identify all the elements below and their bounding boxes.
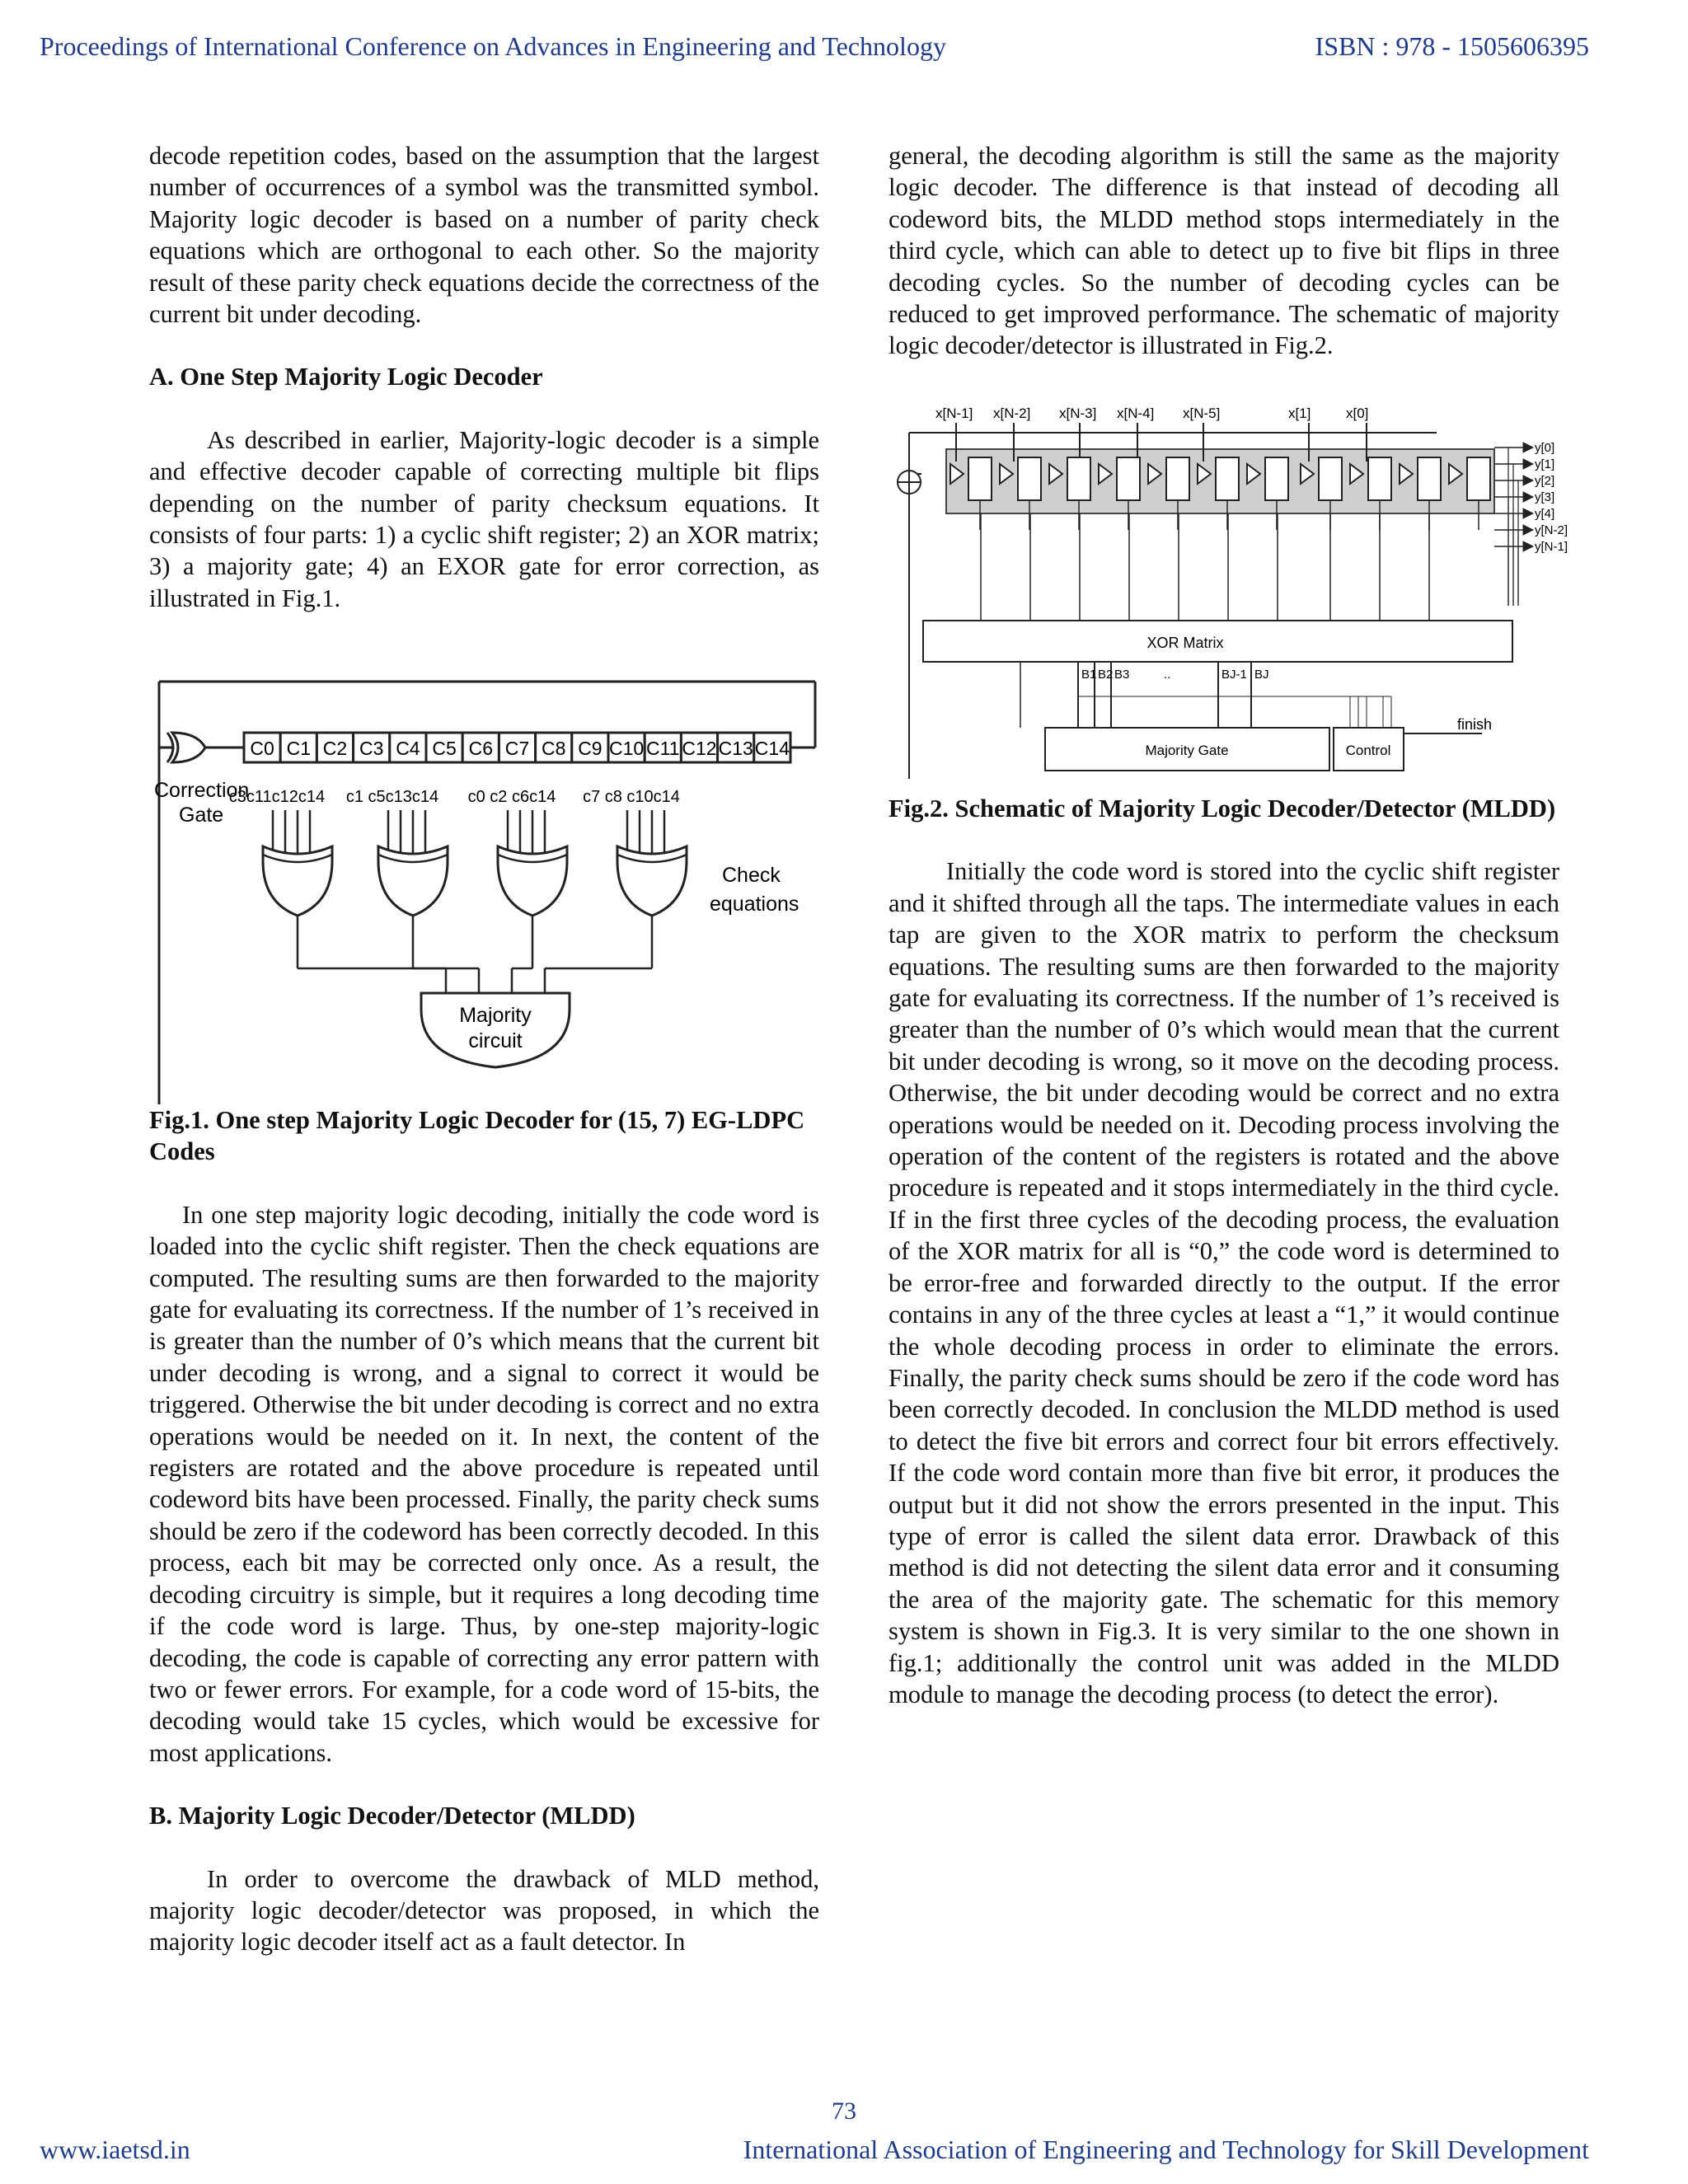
output-buffer-icon bbox=[1523, 443, 1533, 452]
xor-input-label: c0 c2 c6c14 bbox=[467, 788, 556, 806]
check-xor-gate-icon bbox=[263, 846, 332, 916]
register-cell-label: C1 bbox=[286, 738, 312, 759]
output-buffer-icon bbox=[1523, 476, 1533, 485]
register-cell-label: C5 bbox=[432, 738, 457, 759]
page-number: 73 bbox=[832, 2097, 856, 2125]
b-output-label: B2 bbox=[1098, 668, 1114, 682]
register-cell-label: C11 bbox=[646, 738, 680, 759]
correction-gate-label: Correction bbox=[154, 779, 250, 802]
register-cell bbox=[1166, 457, 1189, 500]
output-label: y[0] bbox=[1535, 441, 1555, 455]
output-buffer-icon bbox=[1523, 541, 1533, 551]
input-label: x[0] bbox=[1346, 405, 1369, 421]
right-column bbox=[889, 140, 1559, 362]
input-label: x[N-3] bbox=[1059, 405, 1097, 421]
register-cell-label: C9 bbox=[578, 738, 603, 759]
xor-input-label: c7 c8 c10c14 bbox=[583, 788, 680, 806]
paragraph: general, the decoding algorithm is still the same as the majority logic decoder. The difference is that instead of decoding all codeword bits, the MLDD method stops intermediately in the third cycle, which can able to detect up to five bit flips in three decoding cycles. So the number of decoding cycles can be reduced to get improved performance. The schematic of majority logic decoder/detector is illustrated in Fig.2. bbox=[889, 142, 1559, 360]
register-cell bbox=[1418, 457, 1441, 500]
input-label: x[N-5] bbox=[1183, 405, 1221, 421]
output-label: y[4] bbox=[1535, 507, 1555, 521]
register-cell bbox=[1265, 457, 1288, 500]
running-header-left: Proceedings of International Conference on Advances in Engineering and Technology bbox=[40, 31, 946, 61]
left-column-lower bbox=[149, 1104, 819, 1958]
b-output-label: B1 bbox=[1081, 668, 1097, 682]
input-label: x[1] bbox=[1288, 405, 1311, 421]
figure-1-majority-logic-decoder bbox=[149, 672, 821, 1104]
section-heading-b: B. Majority Logic Decoder/Detector (MLDD) bbox=[149, 1802, 635, 1830]
xor-input-label: c3c11c12c14 bbox=[228, 788, 326, 806]
register-cell-label: C4 bbox=[396, 738, 420, 759]
svg-text:equations: equations bbox=[710, 893, 799, 916]
register-cell-label: C8 bbox=[541, 738, 566, 759]
input-label: x[N-2] bbox=[993, 405, 1031, 421]
majority-gate-label: Majority Gate bbox=[1145, 743, 1229, 758]
register-cell-label: C12 bbox=[682, 738, 717, 759]
section-heading-a: A. One Step Majority Logic Decoder bbox=[149, 363, 543, 391]
register-cell bbox=[1018, 457, 1041, 500]
output-buffer-icon bbox=[1523, 492, 1533, 502]
footer-website-link[interactable]: www.iaetsd.in bbox=[40, 2135, 190, 2164]
output-label: y[1] bbox=[1535, 457, 1555, 471]
input-label: x[N-4] bbox=[1117, 405, 1155, 421]
register-cell-label: C10 bbox=[608, 738, 645, 759]
figure-1-caption: Fig.1. One step Majority Logic Decoder for (15, 7) EG-LDPC Codes bbox=[149, 1106, 805, 1166]
register-cell bbox=[1117, 457, 1140, 500]
paragraph: As described in earlier, Majority-logic decoder is a simple and effective decoder capable of correcting multiple bit flips depending on the number of parity checksum equations. It consists of four parts: 1) a cyclic shift register; 2) an XOR matrix; 3) a majority gate; 4) an EXOR gate for error correction, as illustrated in Fig.1. bbox=[149, 425, 819, 612]
register-cell-label: C7 bbox=[504, 738, 530, 759]
xor-input-label: c1 c5c13c14 bbox=[345, 788, 439, 806]
register-cell-label: C14 bbox=[754, 738, 790, 759]
output-label: y[2] bbox=[1535, 474, 1555, 488]
majority-circuit-label: Majority bbox=[459, 1004, 532, 1027]
right-column-lower bbox=[889, 793, 1559, 1710]
check-xor-gate-icon bbox=[498, 846, 567, 916]
output-buffer-icon bbox=[1523, 459, 1533, 469]
correction-xor-gate-icon bbox=[172, 733, 205, 762]
output-buffer-icon bbox=[1523, 509, 1533, 518]
check-xor-gate-icon bbox=[378, 846, 448, 916]
output-label: y[N-2] bbox=[1535, 523, 1568, 537]
svg-text:circuit: circuit bbox=[468, 1029, 523, 1052]
register-cell bbox=[1319, 457, 1342, 500]
register-cell-label: C3 bbox=[359, 738, 384, 759]
register-cell-label: C6 bbox=[468, 738, 494, 759]
input-label: x[N-1] bbox=[935, 405, 973, 421]
left-column bbox=[149, 140, 819, 614]
xor-matrix-label: XOR Matrix bbox=[1146, 635, 1224, 651]
footer-organization: International Association of Engineering and Technology for Skill Development bbox=[743, 2135, 1589, 2164]
svg-text:Gate: Gate bbox=[179, 804, 224, 827]
b-output-label: BJ-1 bbox=[1221, 668, 1247, 682]
paragraph: Initially the code word is stored into the cyclic shift register and it shifted through all the taps. The intermediate values in each tap are given to the XOR matrix to perform the checksum equations. The resulting sums are then forwarded to the majority gate for evaluating its correctness. If the number of 1’s received is greater than the number of 0’s which would mean that the current bit under decoding is wrong, so it move on the decoding process. Otherwise, the bit under decoding would be correct and no extra operations would be needed on it. Decoding process involving the operation of the content of the registers is rotated and the above procedure is repeated and it stops intermediately in the third cycle. If in the first three cycles of the decoding process, the evaluation of the XOR matrix for all is “0,” the code word is determined to be error-free and forwarded directly to the output. If the error contains in any of the three cycles at least a “1,” it would continue the whole decoding process in order to eliminate the errors. Finally, the parity check sums should be zero if the code word has been correctly decoded. In conclusion the MLDD method is used to detect the five bit errors and correct four bit errors effectively. If the code word contain more than five bit error, it produces the output but it did not show the errors presented in the input. This type of error is called the silent data error. Drawback of this method is did not detecting the silent data error and it consuming the area of the majority gate. The schematic for this memory system is shown in Fig.3. It is very similar to the one shown in fig.1; additionally the control unit was added in the MLDD module to manage the decoding process (to detect the error). bbox=[889, 857, 1559, 1708]
b-output-label: .. bbox=[1164, 668, 1171, 682]
output-buffer-icon bbox=[1523, 525, 1533, 535]
output-label: y[N-1] bbox=[1535, 540, 1568, 554]
register-cell bbox=[1216, 457, 1239, 500]
control-label: Control bbox=[1345, 743, 1391, 758]
register-cell bbox=[1067, 457, 1090, 500]
running-header-isbn: ISBN : 978 - 1505606395 bbox=[1315, 31, 1589, 61]
figure-2-caption: Fig.2. Schematic of Majority Logic Decoder/Detector (MLDD) bbox=[889, 794, 1556, 823]
register-cell-label: C2 bbox=[322, 738, 348, 759]
paragraph: decode repetition codes, based on the assumption that the largest number of occurrences of a symbol was the transmitted symbol. Majority logic decoder is based on a number of parity check equations which are orthogonal to each other. So the majority result of these parity check equations decide the correctness of the current bit under decoding. bbox=[149, 142, 819, 329]
paragraph: In one step majority logic decoding, initially the code word is loaded into the cyclic shift register. Then the check equations are computed. The resulting sums are then forwarded to the majority gate for evaluating its correctness. If the number of 1’s received in is greater than the number of 0’s which means that the current bit under decoding is wrong, and a signal to correct it would be triggered. Otherwise the bit under decoding is correct and no extra operations would be needed on it. In next, the content of the registers are rotated and the above procedure is repeated until codeword bits have been processed. Finally, the parity check sums should be zero if the codeword has been correctly decoded. In this process, each bit may be corrected only once. As a result, the decoding circuitry is simple, but it requires a long decoding time if the code word is large. Thus, by one-step majority-logic decoding, the code is capable of correcting any error pattern with two or fewer errors. For example, for a code word of 15-bits, the decoding would take 15 cycles, which would be excessive for most applications. bbox=[149, 1200, 819, 1767]
figure-2-mldd-schematic bbox=[889, 400, 1568, 779]
check-equations-label: Check bbox=[722, 864, 781, 887]
check-xor-gate-icon bbox=[617, 846, 687, 916]
register-cell-label: C13 bbox=[718, 738, 753, 759]
register-cell bbox=[1368, 457, 1391, 500]
paragraph: In order to overcome the drawback of MLD method, majority logic decoder/detector was proposed, in which the majority logic decoder itself act as a fault detector. In bbox=[149, 1864, 819, 1957]
output-label: y[3] bbox=[1535, 490, 1555, 504]
b-output-label: B3 bbox=[1114, 668, 1130, 682]
b-output-label: BJ bbox=[1254, 668, 1269, 682]
register-cell bbox=[1467, 457, 1490, 500]
register-cell-label: C0 bbox=[250, 738, 274, 759]
register-cell bbox=[968, 457, 992, 500]
finish-label: finish bbox=[1457, 716, 1493, 733]
